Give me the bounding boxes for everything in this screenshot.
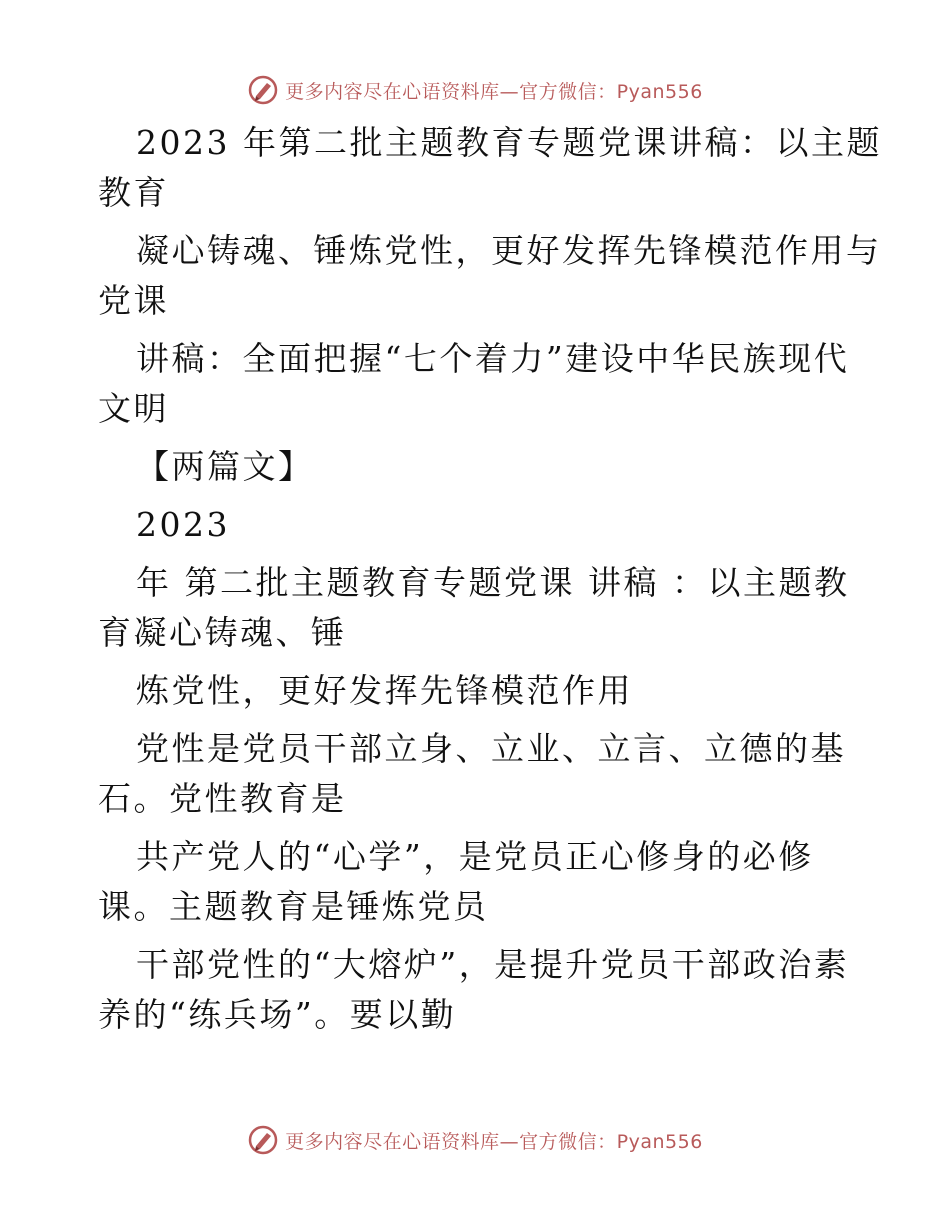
text-line: 育凝心铸魂、锤 [98,613,347,652]
document-body [98,118,882,1040]
text-line: 2023 [136,505,230,544]
text-line: 文明 [98,389,169,428]
text-line: 2023 年第二批主题教育专题党课讲稿：以主题 [136,123,882,162]
pen-logo-icon [247,1124,279,1156]
text-line: 讲稿：全面把握“七个着力”建设中华民族现代 [136,339,850,378]
footer-watermark [0,1120,950,1160]
text-line: 党性是党员干部立身、立业、立言、立德的基 [136,729,846,768]
text-line: 课。主题教育是锤炼党员 [98,887,489,926]
text-line: 凝心铸魂、锤炼党性，更好发挥先锋模范作用与 [136,231,882,270]
text-line: 养的“练兵场”。要以勤 [98,995,457,1034]
text-line: 干部党性的“大熔炉”，是提升党员干部政治素 [136,945,850,984]
text-line: 石。党性教育是 [98,779,347,818]
header-watermark [0,70,950,110]
pen-logo-icon [247,74,279,106]
watermark-text: 更多内容尽在心语资料库—官方微信：Pyan556 [285,1130,703,1153]
text-line: 共产党人的“心学”，是党员正心修身的必修 [136,837,814,876]
watermark-text: 更多内容尽在心语资料库—官方微信：Pyan556 [285,80,703,103]
text-line: 年 第二批主题教育专题党课 讲稿 ：以主题教 [136,563,850,602]
section-tag: 【两篇文】 [136,447,314,486]
text-line: 教育 [98,173,169,212]
text-line: 党课 [98,281,169,320]
text-line: 炼党性，更好发挥先锋模范作用 [136,671,633,710]
